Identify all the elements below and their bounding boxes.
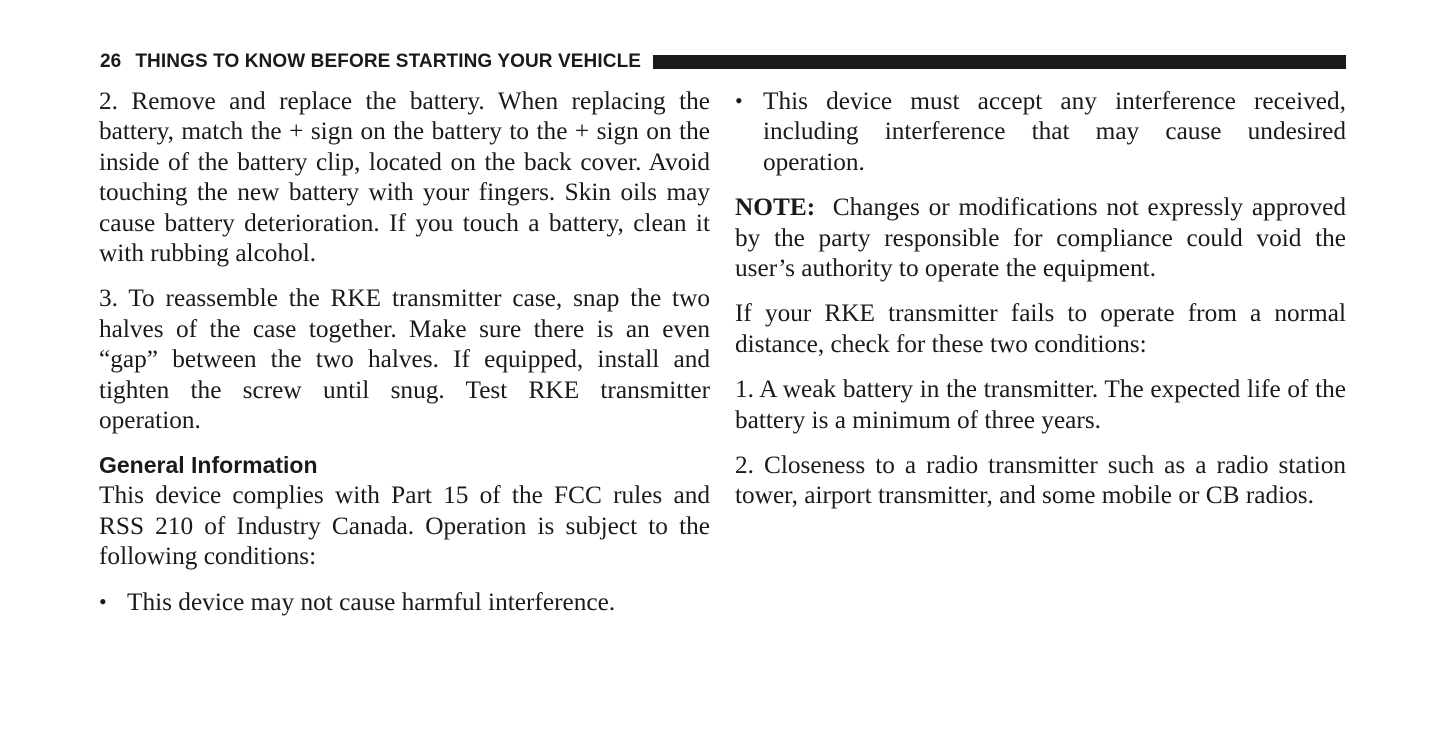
note-text: Changes or modifications not expressly approved by the party responsible for compliance could void the user’s authority to operate the equipment. [735,193,1346,283]
left-column [99,86,710,632]
note-paragraph [735,192,1346,283]
note-label: NOTE: [735,193,816,222]
condition-1-paragraph: 1. A weak battery in the transmitter. The expected life of the battery is a minimum of three years. [735,375,1346,434]
step-3-paragraph: 3. To reassemble the RKE transmitter case, snap the two halves of the case together. Make sure there is an even “gap” between the two halves. If equipped, install and tighten the screw until snug. Test RKE transmitter operation. [99,284,710,435]
page-number: 26 [100,51,122,72]
header-rule [653,55,1346,69]
page-header [100,50,1346,74]
bullet-icon: • [735,88,743,113]
right-column [735,86,1346,526]
step-2-paragraph: 2. Remove and replace the battery. When replacing the battery, match the + sign on the battery to the + sign on the inside of the battery clip, located on the back cover. Avoid touching the new battery with your fingers. Skin oils may cause battery deterioration. If you touch a battery, clean it with rubbing alcohol. [99,87,710,268]
bullet-icon: • [99,588,107,614]
section-title: THINGS TO KNOW BEFORE STARTING YOUR VEHICLE [135,51,642,72]
general-information-heading: General Information [99,452,318,479]
fail-intro-paragraph: If your RKE transmitter fails to operate from a normal distance, check for these two conditions: [735,299,1346,358]
bullet-text: This device must accept any interference received, including interference that may cause undesired operation. [763,87,1346,176]
bullet-item-harmful-interference [99,587,710,617]
bullet-item-accept-interference [735,86,1346,177]
condition-2-paragraph: 2. Closeness to a radio transmitter such as a radio station tower, airport transmitter, and some mobile or CB radios. [735,451,1346,510]
general-information-paragraph: This device complies with Part 15 of the FCC rules and RSS 210 of Industry Canada. Operation is subject to the following conditions: [99,481,710,571]
bullet-text: This device may not cause harmful interference. [127,587,616,616]
